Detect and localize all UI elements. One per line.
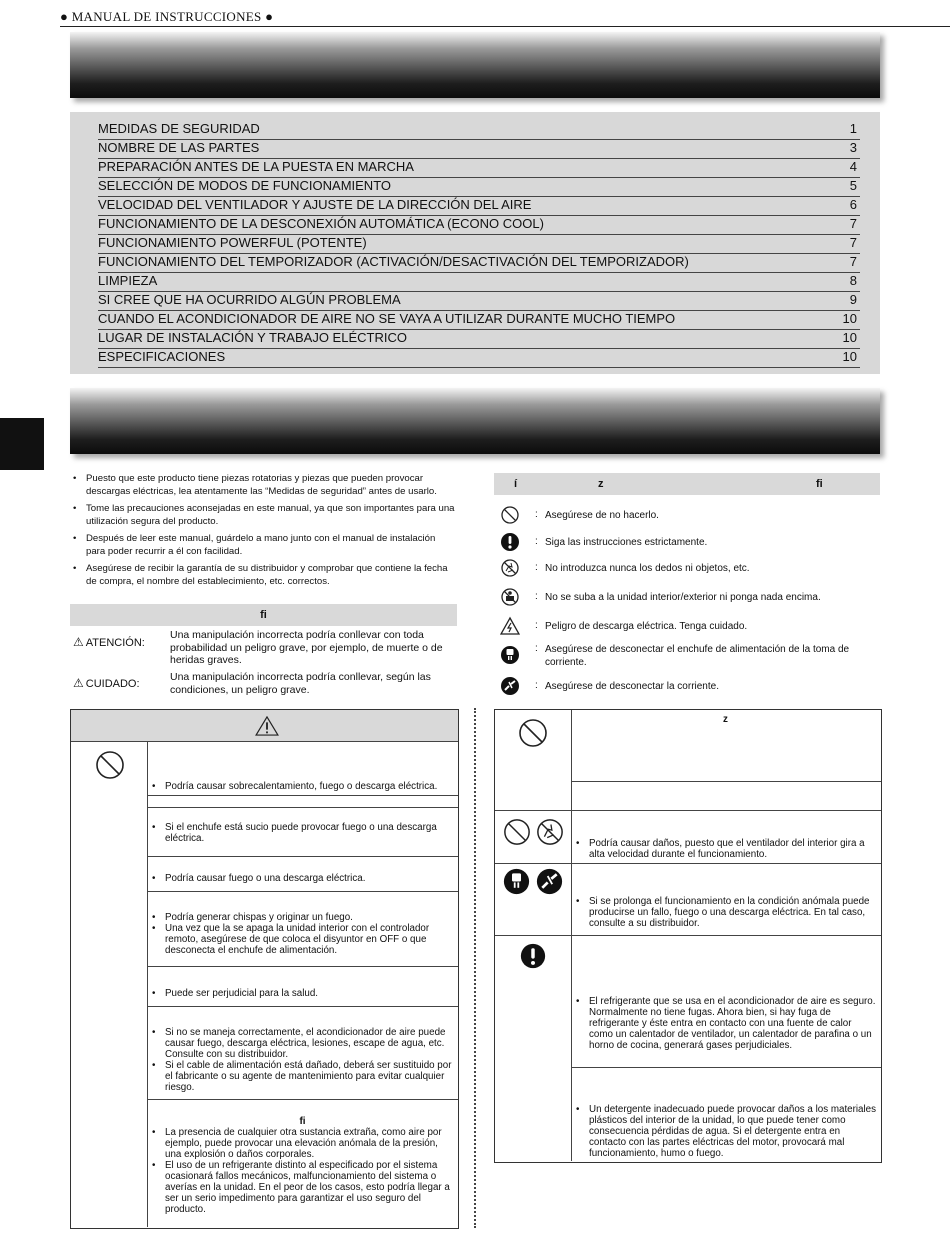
symbols-header-col1: í — [514, 478, 518, 490]
toc-entry-title: PREPARACIÓN ANTES DE LA PUESTA EN MARCHA — [98, 159, 414, 174]
toc-entry-title: SELECCIÓN DE MODOS DE FUNCIONAMIENTO — [98, 178, 392, 193]
toc-entry-title: NOMBRE DE LAS PARTES — [98, 140, 260, 155]
unplug-icon — [503, 868, 530, 895]
mandatory-icon — [520, 943, 546, 969]
toc-entry-page: 9 — [849, 292, 857, 307]
warning-description: Una manipulación incorrecta podría conllevar, según las condiciones, un peligro grave. — [170, 671, 431, 696]
symbol-text: Asegúrese de no hacerlo. — [545, 510, 659, 521]
left-table-row-6: • Si no se maneja correctamente, el acondicionador de aire puede causar fuego, descarga eléctrica, lesiones, escape de agua, etc. Consulte con su distribuidor. • Si el cable de alimentación está dañado, deberá ser sustituido por el fabricante o su agente de mantenimiento para evitar cualquier riesgo. — [151, 1027, 454, 1097]
header-rule — [60, 26, 950, 27]
toc-entry-title: FUNCIONAMIENTO DE LA DESCONEXIÓN AUTOMÁTICA (ECONO COOL) — [98, 216, 544, 231]
intro-bullet: • Asegúrese de recibir la garantía de su distribuidor y comprobar que contiene la fecha de compra, el nombre del establecimiento, etc. correctos. — [72, 562, 457, 588]
no-fingers-icon — [536, 818, 564, 846]
toc-entry-title: LIMPIEZA — [98, 273, 158, 288]
prohibited-icon — [503, 818, 531, 846]
prohibited-icon — [518, 718, 548, 748]
warning-label: ATENCIÓN: — [85, 637, 145, 649]
left-table-row-2: • Si el enchufe está sucio puede provocar fuego o una descarga eléctrica. — [151, 822, 454, 848]
toc-entry-page: 5 — [849, 178, 857, 193]
column-divider — [474, 708, 476, 1228]
symbol-row: : Peligro de descarga eléctrica. Tenga cuidado. — [500, 618, 880, 636]
warning-table — [70, 709, 459, 1229]
left-table-row-5: • Puede ser perjudicial para la salud. — [151, 988, 451, 1003]
no-step-icon — [500, 587, 520, 607]
symbols-header-col2: z — [598, 478, 604, 490]
electric-shock-icon — [500, 616, 520, 636]
toc-entry[interactable] — [98, 215, 860, 235]
warning-triangle-icon: ⚠ — [73, 676, 84, 690]
intro-bullet: • Tome las precauciones aconsejadas en este manual, ya que son importantes para una utilización segura del producto. — [72, 502, 457, 528]
toc-entry[interactable] — [98, 234, 860, 254]
prohibited-icon — [500, 505, 520, 525]
symbol-row: : Asegúrese de desconectar la corriente. — [500, 678, 880, 696]
symbol-text: Peligro de descarga eléctrica. Tenga cuidado. — [545, 621, 748, 632]
toc-entry[interactable] — [98, 196, 860, 216]
toc-entry[interactable] — [98, 310, 860, 330]
right-table-row-4: • Un detergente inadecuado puede provocar daños a los materiales plásticos del interior de la unidad, lo que puede tener como consecuencia pérdidas de agua. Si el detergente entra en contacto con las partes eléctricas del motor, provocará mal funcionamiento, humo o fuego. — [575, 1104, 878, 1163]
symbol-text: Asegúrese de desconectar el enchufe de alimentación de la toma de corriente. — [545, 644, 850, 668]
symbols-header — [494, 473, 880, 495]
toc-entry[interactable] — [98, 348, 860, 368]
toc-entry-page: 7 — [849, 235, 857, 250]
warning-table-header — [71, 710, 458, 742]
symbol-row: : Asegúrese de no hacerlo. — [500, 507, 880, 525]
toc-entry[interactable] — [98, 139, 860, 159]
right-table-row-2: • Si se prolonga el funcionamiento en la condición anómala puede producirse un fallo, fuego o una descarga eléctrica. En tal caso, consulte a su distribuidor. — [575, 896, 878, 933]
toc-entry[interactable] — [98, 329, 860, 349]
disconnect-power-icon — [500, 676, 520, 696]
toc-entry-page: 4 — [849, 159, 857, 174]
right-table-row-1: • Podría causar daños, puesto que el ventilador del interior gira a alta velocidad durante el funcionamiento. — [575, 838, 875, 864]
toc-entry-title: LUGAR DE INSTALACIÓN Y TRABAJO ELÉCTRICO — [98, 330, 407, 345]
warning-description: Una manipulación incorrecta podría conllevar con toda probabilidad un peligro grave, por ejemplo, de muerte o de heridas graves. — [170, 629, 443, 666]
toc-entry[interactable] — [98, 253, 860, 273]
toc-entry-title: CUANDO EL ACONDICIONADOR DE AIRE NO SE VAYA A UTILIZAR DURANTE MUCHO TIEMPO — [98, 311, 676, 326]
toc-entry-title: FUNCIONAMIENTO DEL TEMPORIZADOR (ACTIVACIÓN/DESACTIVACIÓN DEL TEMPORIZADOR) — [98, 254, 689, 269]
contents-banner — [70, 32, 880, 98]
toc-entry-page: 7 — [849, 216, 857, 231]
right-table-row-3: • El refrigerante que se usa en el acondicionador de aire es seguro. Normalmente no tiene fugas. Ahora bien, si hay fuga de refrigerante y éste entra en contacto con una fuente de calor como un calentador de ventilador, un calentador de parafina o un horno de cocina, generará gases perjudiciales. — [575, 996, 878, 1055]
toc-entry-page: 8 — [849, 273, 857, 288]
toc-entry[interactable] — [98, 120, 860, 140]
symbol-text: No introduzca nunca los dedos ni objetos, etc. — [545, 563, 750, 574]
manual-header-title: ● MANUAL DE INSTRUCCIONES ● — [60, 9, 274, 24]
symbol-row: : Asegúrese de desconectar el enchufe de alimentación de la toma de corriente. — [500, 641, 880, 669]
symbols-header-col3: fi — [816, 478, 823, 490]
symbol-text: No se suba a la unidad interior/exterior ni ponga nada encima. — [545, 592, 821, 603]
warning-label: CUIDADO: — [85, 678, 140, 690]
toc-entry-page: 10 — [842, 311, 857, 326]
toc-entry[interactable] — [98, 291, 860, 311]
toc-entry-title: FUNCIONAMIENTO POWERFUL (POTENTE) — [98, 235, 367, 250]
warning-triangle-icon: ⚠ — [73, 635, 84, 649]
toc-entry-page: 10 — [842, 330, 857, 345]
intro-bullets — [72, 472, 457, 592]
intro-bullet: • Después de leer este manual, guárdelo a mano junto con el manual de instalación para poder recurrir a él con facilidad. — [72, 532, 457, 558]
left-table-row-7: fi • La presencia de cualquier otra sustancia extraña, como aire por ejemplo, puede provocar una elevación anómala de la presión, una explosión o daños corporales. • El uso de un refrigerante distinto al especificado por el sistema ocasionará fallos mecánicos, malfuncionamiento del sistema o averías en la unidad. En el peor de los casos, esto podría llegar a ser un serio impedimento para garantizar el uso seguro del producto. — [151, 1116, 454, 1219]
disconnect-power-icon — [536, 868, 563, 895]
toc-entry-title: ESPECIFICACIONES — [98, 349, 226, 364]
toc-entry[interactable] — [98, 177, 860, 197]
safety-banner — [70, 388, 880, 454]
warning-triangle-icon — [254, 716, 280, 736]
toc-entry-title: SI CREE QUE HA OCURRIDO ALGÚN PROBLEMA — [98, 292, 401, 307]
toc-entry-page: 7 — [849, 254, 857, 269]
mandatory-icon — [500, 532, 520, 552]
no-fingers-icon — [500, 558, 520, 578]
left-table-row-3: • Podría causar fuego o una descarga eléctrica. — [151, 873, 451, 888]
prohibited-icon — [95, 750, 125, 780]
toc-entry-page: 10 — [842, 349, 857, 364]
toc-entry[interactable] — [98, 158, 860, 178]
warning-definition-atencion — [73, 629, 463, 669]
toc-entry[interactable] — [98, 272, 860, 292]
symbol-text: Asegúrese de desconectar la corriente. — [545, 681, 719, 692]
intro-bullet: • Puesto que este producto tiene piezas rotatorias y piezas que pueden provocar descargas eléctricas, lea atentamente las “Medidas de seguridad” antes de usarlo. — [72, 472, 457, 498]
left-table-row-4: • Podría generar chispas y originar un fuego. • Una vez que la se apaga la unidad interior con el controlador remoto, asegúrese de que coloca el disyuntor en OFF o que desconecta el enchufe de alimentación. — [151, 912, 454, 960]
symbol-text: Siga las instrucciones estrictamente. — [545, 537, 708, 548]
language-side-tab — [0, 418, 44, 470]
unplug-icon — [500, 645, 520, 665]
symbol-row: : No introduzca nunca los dedos ni objetos, etc. — [500, 560, 880, 578]
table-of-contents — [70, 112, 880, 374]
warning-definition-cuidado — [73, 671, 463, 701]
symbol-row: : No se suba a la unidad interior/exterior ni ponga nada encima. — [500, 589, 880, 607]
toc-entry-page: 6 — [849, 197, 857, 212]
toc-entry-title: VELOCIDAD DEL VENTILADOR Y AJUSTE DE LA DIRECCIÓN DEL AIRE — [98, 197, 532, 212]
toc-entry-page: 1 — [849, 121, 857, 136]
warning-levels-header: fi — [70, 604, 457, 626]
left-table-row-1: • Podría causar sobrecalentamiento, fuego o descarga eléctrica. — [151, 781, 451, 796]
caution-table — [494, 709, 882, 1163]
toc-entry-title: MEDIDAS DE SEGURIDAD — [98, 121, 260, 136]
right-table-top-heading: z — [723, 714, 728, 725]
symbol-row: : Siga las instrucciones estrictamente. — [500, 534, 880, 552]
toc-entry-page: 3 — [849, 140, 857, 155]
